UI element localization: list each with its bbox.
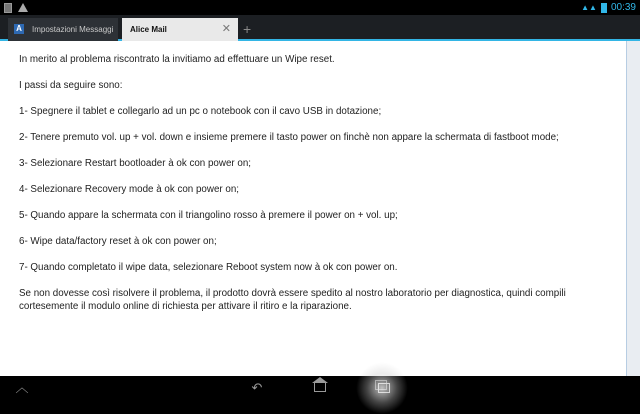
site-favicon-icon: A [14, 24, 24, 34]
tab-impostazioni-messaggi[interactable] [8, 18, 118, 41]
home-icon[interactable] [310, 379, 330, 397]
home-roof [312, 377, 328, 383]
back-icon[interactable]: ↶ [251, 380, 263, 395]
touch-indicator [356, 362, 408, 414]
mail-paragraph: 3- Selezionare Restart bootloader à ok con power on; [19, 158, 251, 169]
page-side-margin [627, 41, 640, 376]
clock: 00:39 [610, 2, 636, 13]
mail-body [19, 53, 609, 326]
tab-label: Alice Mail [130, 25, 167, 34]
tab-label: Impostazioni Messaggi [32, 25, 114, 34]
home-body [314, 382, 326, 392]
status-area[interactable] [581, 1, 636, 14]
mail-paragraph: 2- Tenere premuto vol. up + vol. down e insieme premere il tasto power on finchè non appare la schermata di fastboot mode; [19, 132, 559, 143]
mail-paragraph: 6- Wipe data/factory reset à ok con power on; [19, 236, 217, 247]
status-bar [0, 0, 640, 15]
mail-paragraph: 4- Selezionare Recovery mode à ok con power on; [19, 184, 240, 195]
system-nav-bar [0, 376, 640, 400]
mail-paragraph: 5- Quando appare la schermata con il triangolino rosso à premere il power on + vol. up; [19, 210, 398, 221]
tab-alice-mail[interactable] [122, 18, 238, 41]
browser-tab-bar [0, 15, 640, 41]
signal-icon: ▲▲ [581, 2, 597, 12]
chevron-up-icon[interactable]: ︿ [15, 380, 29, 395]
close-tab-icon[interactable]: ✕ [221, 23, 231, 35]
battery-icon [601, 3, 607, 13]
notification-warning-icon[interactable] [18, 3, 28, 12]
mail-paragraph: Se non dovesse così risolvere il problema, il prodotto dovrà essere spedito al nostro laboratorio per diagnostica, quindi compili cortesemente il modulo online di richiesta per attivare il ritiro e la riparazione. [19, 288, 566, 312]
mail-paragraph: 1- Spegnere il tablet e collegarlo ad un pc o notebook con il cavo USB in dotazione; [19, 106, 382, 117]
page-border [626, 41, 627, 376]
mail-paragraph: In merito al problema riscontrato la invitiamo ad effettuare un Wipe reset. [19, 54, 335, 65]
mail-paragraph: I passi da seguire sono: [19, 80, 123, 91]
mail-paragraph: 7- Quando completato il wipe data, selezionare Reboot system now à ok con power on. [19, 262, 398, 273]
new-tab-button[interactable]: + [243, 21, 252, 37]
web-content[interactable] [0, 41, 640, 376]
notification-document-icon[interactable] [4, 3, 12, 13]
